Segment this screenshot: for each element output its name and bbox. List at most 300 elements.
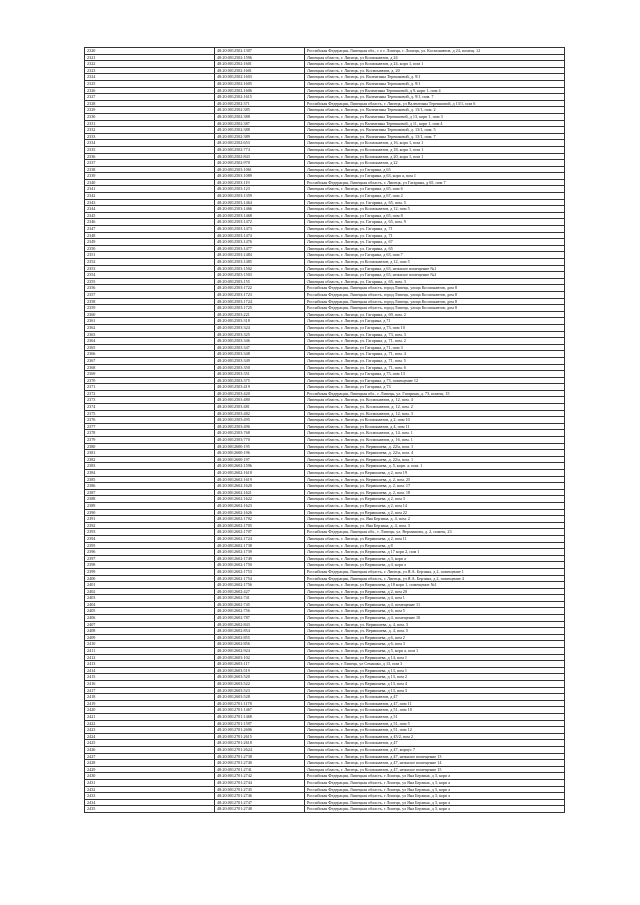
cadastral-number-cell: 48:20:0012502:1603 (215, 74, 305, 81)
table-row (85, 153, 565, 160)
address-cell: Липецкая область, г. Липецк, ул. Вермишева, д. 2, пом. 17 (305, 483, 565, 490)
row-number-cell: 2379 (85, 437, 215, 444)
row-number-cell: 2432 (85, 786, 215, 793)
cadastral-number-cell: 48:20:0012502:389 (215, 133, 305, 140)
cadastral-number-cell: 48:20:0012503:348 (215, 351, 305, 358)
row-number-cell: 2435 (85, 806, 215, 813)
row-number-cell: 2337 (85, 160, 215, 167)
address-cell: Липецкая область, г. Липецк, ул. Гагарина, д. 65, пом. 5 (305, 199, 565, 206)
cadastral-number-cell: 48:20:0012602:924 (215, 648, 305, 655)
address-cell: Липецкая область, г. Липецк, ул Космонавтов, д 47, корпус 7 (305, 746, 565, 753)
cadastral-number-cell: 48:20:0012503:123 (215, 186, 305, 193)
table-row (85, 331, 565, 338)
row-number-cell: 2328 (85, 100, 215, 107)
cadastral-number-cell: 48:20:0012600:197 (215, 456, 305, 463)
cadastral-number-cell: 48:20:0012502:1605 (215, 80, 305, 87)
address-cell: Липецкая область, г. Липецк, ул Вермишева, д 6, пом 2 (305, 634, 565, 641)
table-row (85, 390, 565, 397)
row-number-cell: 2377 (85, 423, 215, 430)
address-cell: Липецкая область, г. Липецк, ул Вермишева, д 2, пом 20 (305, 588, 565, 595)
address-cell: Липецкая область, г. Липецк, ул. Валентины Терешковой, д. 9/1, пом. 7 (305, 94, 565, 101)
cadastral-number-cell: 48:20:0012602:1750 (215, 562, 305, 569)
address-cell: Липецкая область, г Липецк, ул Семашко, д 13, пом 3 (305, 661, 565, 668)
table-row (85, 324, 565, 331)
row-number-cell: 2343 (85, 199, 215, 206)
table-row (85, 423, 565, 430)
cadastral-number-cell: 48:20:0012701:2624 (215, 746, 305, 753)
row-number-cell: 2332 (85, 127, 215, 134)
row-number-cell: 2383 (85, 463, 215, 470)
row-number-cell: 2410 (85, 641, 215, 648)
address-cell: Липецкая область, г. Липецк, ул Космонавтов, д 16, корп 1, пом 1 (305, 140, 565, 147)
cadastral-number-cell: 48:20:0012602:1707 (215, 529, 305, 536)
row-number-cell: 2333 (85, 133, 215, 140)
row-number-cell: 2385 (85, 476, 215, 483)
row-number-cell: 2396 (85, 549, 215, 556)
table-row (85, 206, 565, 213)
cadastral-number-cell: 48:20:0012701:2748 (215, 806, 305, 813)
table-row (85, 713, 565, 720)
row-number-cell: 2329 (85, 107, 215, 114)
row-number-cell: 2370 (85, 377, 215, 384)
table-row (85, 305, 565, 312)
address-cell: Липецкая область, г. Липецк, ул Вермишева, д 4, помещение 11 (305, 601, 565, 608)
cadastral-number-cell: 48:20:0012503:1359 (215, 193, 305, 200)
cadastral-number-cell: 48:20:0012602:1619 (215, 476, 305, 483)
address-cell: Липецкая область, г. Липецк, ул Космонавтов, д 2, пом 10 (305, 417, 565, 424)
cadastral-number-cell: 48:20:0012502:970 (215, 160, 305, 167)
cadastral-number-cell: 48:20:0012602:1622 (215, 496, 305, 503)
cadastral-number-cell: 48:20:0012602:1621 (215, 489, 305, 496)
cadastral-number-cell: 48:20:0012602:1756 (215, 582, 305, 589)
table-row (85, 535, 565, 542)
table-row (85, 681, 565, 688)
address-cell: Липецкая область, г. Липецк, ул Вермишева, д 6, пом 5 (305, 608, 565, 615)
row-number-cell: 2346 (85, 219, 215, 226)
address-cell: Липецкая область, г. Липецк, ул Гагарина, д 65, пом 8 (305, 212, 565, 219)
cadastral-number-cell: 48:20:0012503:1473 (215, 226, 305, 233)
address-cell: Липецкая область, г. Липецк, ул. Гагарина, д. 71, пом. 2 (305, 338, 565, 345)
address-cell: Липецкая область, г. Липецк, ул Космонавтов, д 12, пом 5 (305, 206, 565, 213)
row-number-cell: 2331 (85, 120, 215, 127)
table-row (85, 232, 565, 239)
table-row (85, 410, 565, 417)
cadastral-number-cell: 48:20:0012503:1477 (215, 245, 305, 252)
address-cell: Липецкая область, г. Липецк, ул Валентины Терешковой, д 13, корп 1, пом 3 (305, 113, 565, 120)
address-cell: Российская Федерация, Липецкая обл., г. Липецк, ул. Гагарина, д. 73, помещ. 15 (305, 390, 565, 397)
cadastral-number-cell: 48:20:0012503:770 (215, 437, 305, 444)
cadastral-number-cell: 48:20:0012503:1466 (215, 206, 305, 213)
row-number-cell: 2433 (85, 793, 215, 800)
table-row (85, 509, 565, 516)
row-number-cell: 2380 (85, 443, 215, 450)
table-row (85, 285, 565, 292)
row-number-cell: 2382 (85, 456, 215, 463)
address-cell: Липецкая область, г. Липецк, ул. Космонавтов, д. 12, пом. 2 (305, 404, 565, 411)
address-cell: Липецкая область, г. Липецк, ул Вермишева, д 14, пом 1 (305, 654, 565, 661)
cadastral-number-cell: 48:20:0012602:1596 (215, 463, 305, 470)
cadastral-number-cell: 48:20:0012503:1502 (215, 265, 305, 272)
table-row (85, 48, 565, 55)
table-row (85, 437, 565, 444)
row-number-cell: 2399 (85, 568, 215, 575)
address-cell: Липецкая область, г. Липецк, ул Вермишева, д 13, пом 4 (305, 681, 565, 688)
address-cell: Липецкая область, г. Липецк, ул Вермишева, д 13, пом 1 (305, 667, 565, 674)
row-number-cell: 2373 (85, 397, 215, 404)
table-row (85, 265, 565, 272)
cadastral-number-cell: 48:20:0012503:495 (215, 417, 305, 424)
table-row (85, 61, 565, 68)
cadastral-number-cell: 48:20:0012503:1503 (215, 272, 305, 279)
address-cell: Липецкая область, г. Липецк, ул Вермишева, д 2, пом 19 (305, 470, 565, 477)
cadastral-number-cell: 48:20:0012602:1739 (215, 549, 305, 556)
table-row (85, 311, 565, 318)
cadastral-number-cell: 48:20:0012603:520 (215, 674, 305, 681)
cadastral-number-cell: 48:20:0012602:1705 (215, 522, 305, 529)
table-row (85, 568, 565, 575)
table-row (85, 173, 565, 180)
cadastral-number-cell: 48:20:0012701:1467 (215, 707, 305, 714)
table-row (85, 298, 565, 305)
cadastral-number-cell: 48:20:0012503:768 (215, 430, 305, 437)
cadastral-number-cell: 48:20:0012503:419 (215, 384, 305, 391)
address-cell: Липецкая область, г. Липецк, ул. Яна Берзина, д. 4, пом. 3 (305, 522, 565, 529)
table-row (85, 700, 565, 707)
row-number-cell: 2326 (85, 87, 215, 94)
row-number-cell: 2362 (85, 324, 215, 331)
cadastral-number-cell: 48:20:0012503:420 (215, 390, 305, 397)
row-number-cell: 2358 (85, 298, 215, 305)
cadastral-number-cell: 48:20:0012602:1626 (215, 509, 305, 516)
table-row (85, 259, 565, 266)
table-row (85, 87, 565, 94)
address-cell: Липецкая область, г. Липецк, ул Космонавтов, д 47, нежилое помещение 13 (305, 753, 565, 760)
row-number-cell: 2347 (85, 226, 215, 233)
table-row (85, 67, 565, 74)
table-row (85, 793, 565, 800)
table-row (85, 80, 565, 87)
cadastral-number-cell: 48:20:0012502:1596 (215, 54, 305, 61)
row-number-cell: 2392 (85, 522, 215, 529)
table-row (85, 707, 565, 714)
address-cell: Российская Федерация, Липецкая обл., г о г. Липецк, г. Липецк, ул. Космонавтов, д 24, помещ. 12 (305, 48, 565, 55)
table-row (85, 450, 565, 457)
cadastral-number-cell: 48:20:0012701:2615 (215, 733, 305, 740)
table-row (85, 489, 565, 496)
address-cell: Липецкая область, г. Липецк, ул Космонавтов, д 51 (305, 713, 565, 720)
table-row (85, 496, 565, 503)
cadastral-number-cell: 48:20:0012602:1754 (215, 575, 305, 582)
cadastral-number-cell: 48:20:0012503:496 (215, 423, 305, 430)
table-row (85, 621, 565, 628)
table-row (85, 94, 565, 101)
table-row (85, 252, 565, 259)
address-cell: Липецкая область, г. Липецк, ул. Гагарина, д. 71 (305, 232, 565, 239)
address-cell: Липецкая область, г. Липецк, ул. Гагарина, д. 69, пом. 2 (305, 311, 565, 318)
table-row (85, 417, 565, 424)
row-number-cell: 2401 (85, 582, 215, 589)
address-cell: Липецкая область, г. Липецк, ул. Гагарина, д. 67 (305, 239, 565, 246)
row-number-cell: 2390 (85, 509, 215, 516)
cadastral-number-cell: 48:20:0012502:1307 (215, 48, 305, 55)
address-cell: Российская Федерация, Липецкая обл., г. Липецк, ул. Вермишева, д. 2, помещ. 23 (305, 529, 565, 536)
table-row (85, 113, 565, 120)
row-number-cell: 2398 (85, 562, 215, 569)
cadastral-number-cell: 48:20:0012701:2742 (215, 773, 305, 780)
address-cell: Липецкая область, г. Липецк, ул. Валентины Терешковой, д. 9/1 (305, 74, 565, 81)
table-row (85, 786, 565, 793)
row-number-cell: 2409 (85, 634, 215, 641)
table-row (85, 120, 565, 127)
address-cell: Липецкая область, г. Липецк, ул Вермишева, д 2, пом 3 (305, 496, 565, 503)
row-number-cell: 2406 (85, 615, 215, 622)
cadastral-number-cell: 48:20:0012603:522 (215, 681, 305, 688)
cadastral-number-cell: 48:20:0012503:1472 (215, 219, 305, 226)
cadastral-number-cell: 48:20:0012602:1738 (215, 542, 305, 549)
address-cell: Липецкая область, г. Липецк, ул. Вермишева, д. 22/а, пом. 4 (305, 450, 565, 457)
address-cell: Липецкая область, г. Липецк, ул Вермишева, д 5, корп а, пом 1 (305, 648, 565, 655)
table-row (85, 799, 565, 806)
address-cell: Российская Федерация, Липецкая область, г. Липецк, ул Я.А. Берзина, д 2, помещение 4 (305, 575, 565, 582)
address-cell: Российская Федерация, Липецкая область, город Липецк, улица Космонавтов, дом 8 (305, 291, 565, 298)
address-cell: Липецкая область, г. Липецк, ул Космонавтов, д 47, нежилое помещение 15 (305, 766, 565, 773)
table-row (85, 654, 565, 661)
table-row (85, 226, 565, 233)
row-number-cell: 2378 (85, 430, 215, 437)
table-row (85, 615, 565, 622)
cadastral-number-cell: 48:20:0012503:1464 (215, 199, 305, 206)
table-row (85, 746, 565, 753)
address-cell: Липецкая область, г. Липецк, ул Вермишева, д 4, помещение 10 (305, 615, 565, 622)
cadastral-number-cell: 48:20:0012502:388 (215, 127, 305, 134)
cadastral-number-cell: 48:20:0012503:221 (215, 311, 305, 318)
table-row (85, 364, 565, 371)
address-cell: Российская Федерация, Липецкая область, г Липецк, ул Яна Берзина, д 3, корп а (305, 793, 565, 800)
address-cell: Липецкая область, г. Липецк, ул Гагарина, д 63, нежилое помещение №2 (305, 272, 565, 279)
address-cell: Липецкая область, г. Липецк, ул Вермишева, д 13, пом 2 (305, 674, 565, 681)
row-number-cell: 2372 (85, 390, 215, 397)
table-row (85, 272, 565, 279)
table-row (85, 753, 565, 760)
table-row (85, 522, 565, 529)
table-row (85, 470, 565, 477)
table-row (85, 733, 565, 740)
cadastral-number-cell: 48:20:0012503:349 (215, 357, 305, 364)
cadastral-number-cell: 48:20:0012503:318 (215, 318, 305, 325)
cadastral-number-cell: 48:20:0012602:1623 (215, 502, 305, 509)
registry-table (84, 47, 565, 813)
table-row (85, 456, 565, 463)
address-cell: Российская Федерация, Липецкая область, г Липецк, ул Яна Берзина, д 3, корп а (305, 786, 565, 793)
row-number-cell: 2364 (85, 338, 215, 345)
address-cell: Липецкая область, г. Липецк, ул. Гагарина, д. 71, пом. 6 (305, 364, 565, 371)
address-cell: Российская Федерация, Липецкая область, г Липецк, ул Яна Берзина, д 3, корп а (305, 773, 565, 780)
address-cell: Липецкая область, г. Липецк, ул. Вермишева, д. 22/а, пом. 1 (305, 456, 565, 463)
row-number-cell: 2359 (85, 305, 215, 312)
address-cell: Липецкая область, г. Липецк, ул Гагарина, д 63 (305, 166, 565, 173)
row-number-cell: 2342 (85, 193, 215, 200)
address-cell: Липецкая область, г. Липецк, ул Гагарина, д 73 (305, 384, 565, 391)
table-row (85, 720, 565, 727)
address-cell: Российская Федерация, Липецкая область, город Липецк, улица Космонавтов, дом 8 (305, 298, 565, 305)
table-row (85, 529, 565, 536)
row-number-cell: 2416 (85, 681, 215, 688)
cadastral-number-cell: 48:20:0012602:745 (215, 601, 305, 608)
row-number-cell: 2381 (85, 450, 215, 457)
cadastral-number-cell: 48:20:0012502:1601 (215, 61, 305, 68)
row-number-cell: 2350 (85, 245, 215, 252)
cadastral-number-cell: 48:20:0012701:2745 (215, 786, 305, 793)
row-number-cell: 2430 (85, 773, 215, 780)
row-number-cell: 2345 (85, 212, 215, 219)
row-number-cell: 2365 (85, 344, 215, 351)
cadastral-number-cell: 48:20:0012503:1723 (215, 291, 305, 298)
table-row (85, 806, 565, 813)
table-row (85, 476, 565, 483)
cadastral-number-cell: 48:20:0012502:1606 (215, 87, 305, 94)
table-row (85, 351, 565, 358)
address-cell: Липецкая область, г. Липецк, ул Космонавтов, д 51, пом 12 (305, 727, 565, 734)
address-cell: Российская Федерация, Липецкая область, г. Липецк, ул Валентины Терешковой, д 13/1, пом 6 (305, 100, 565, 107)
address-cell: Российская Федерация, Липецкая область, город Липецк, улица Космонавтов, дом 8 (305, 305, 565, 312)
address-cell: Липецкая область, г. Липецк, ул Валентины Терешковой, д 11, корп 1, пом 4 (305, 120, 565, 127)
row-number-cell: 2338 (85, 166, 215, 173)
address-cell: Липецкая область, г. Липецк, ул. Гагарина, д. 65, пом. 9 (305, 219, 565, 226)
cadastral-number-cell: 48:20:0012602:1724 (215, 535, 305, 542)
row-number-cell: 2407 (85, 621, 215, 628)
row-number-cell: 2363 (85, 331, 215, 338)
row-number-cell: 2412 (85, 654, 215, 661)
table-row (85, 562, 565, 569)
cadastral-number-cell: 48:20:0012602:787 (215, 615, 305, 622)
cadastral-number-cell: 48:20:0012603:117 (215, 661, 305, 668)
address-cell: Липецкая область, г. Липецк, ул Космонавтов, д 47, пом 11 (305, 700, 565, 707)
table-row (85, 648, 565, 655)
cadastral-number-cell: 48:20:0012600:196 (215, 450, 305, 457)
table-row (85, 687, 565, 694)
address-cell: Липецкая область, г. Липецк, ул. Гагарина, д. 71 (305, 226, 565, 233)
table-row (85, 483, 565, 490)
address-cell: Липецкая область, г. Липецк, ул Вермишева, д 4, пом 1 (305, 595, 565, 602)
row-number-cell: 2335 (85, 146, 215, 153)
row-number-cell: 2339 (85, 173, 215, 180)
row-number-cell: 2384 (85, 470, 215, 477)
address-cell: Липецкая область, г. Липецк, ул. Гагарина, д. 73, пом. 3 (305, 331, 565, 338)
table-row (85, 667, 565, 674)
table-row (85, 779, 565, 786)
cadastral-number-cell: 48:20:0012503:347 (215, 344, 305, 351)
table-row (85, 516, 565, 523)
address-cell: Липецкая область, г. Липецк, ул Космонавтов, д 18, корп 1, пом 1 (305, 146, 565, 153)
row-number-cell: 2354 (85, 272, 215, 279)
row-number-cell: 2422 (85, 720, 215, 727)
row-number-cell: 2423 (85, 727, 215, 734)
row-number-cell: 2394 (85, 535, 215, 542)
cadastral-number-cell: 48:20:0012503:1725 (215, 305, 305, 312)
cadastral-number-cell: 48:20:0012502:774 (215, 146, 305, 153)
row-number-cell: 2325 (85, 80, 215, 87)
table-row (85, 357, 565, 364)
address-cell: Липецкая область, г. Липецк, ул. Яна Берзина, д. 4, пом. 2 (305, 516, 565, 523)
row-number-cell: 2320 (85, 48, 215, 55)
table-row (85, 430, 565, 437)
cadastral-number-cell: 48:20:0012701:2606 (215, 727, 305, 734)
table-row (85, 595, 565, 602)
address-cell: Липецкая область, г. Липецк, ул Гагарина, д 71 (305, 318, 565, 325)
address-cell: Липецкая область, г. Липецк, ул Гагарина, д 63, нежилое помещение №1 (305, 265, 565, 272)
address-cell: Липецкая область, г. Липецк, ул Вермишева, д 17 корп 2, пом 1 (305, 549, 565, 556)
cadastral-number-cell: 48:20:0012602:855 (215, 634, 305, 641)
cadastral-number-cell: 48:20:0012502:1601 (215, 67, 305, 74)
cadastral-number-cell: 48:20:0012701:2618 (215, 740, 305, 747)
row-number-cell: 2428 (85, 760, 215, 767)
row-number-cell: 2400 (85, 575, 215, 582)
row-number-cell: 2340 (85, 179, 215, 186)
cadastral-number-cell: 48:20:0012701:2744 (215, 779, 305, 786)
address-cell: Липецкая область, г. Липецк, ул. Валентины Терешковой, д. 9/1 (305, 80, 565, 87)
address-cell: Липецкая область, г. Липецк, ул Космонавтов, д 12, пом 5 (305, 259, 565, 266)
table-row (85, 140, 565, 147)
table-row (85, 628, 565, 635)
row-number-cell: 2426 (85, 746, 215, 753)
cadastral-number-cell: 48:20:0012600:195 (215, 443, 305, 450)
table-row (85, 773, 565, 780)
address-cell: Российская Федерация, Липецкая область, город Липецк, улица Космонавтов, дом 8 (305, 285, 565, 292)
table-row (85, 245, 565, 252)
cadastral-number-cell: 48:20:0012503:1484 (215, 252, 305, 259)
address-cell: Липецкая область, г. Липецк, ул. Гагарина, д. 65, пом. 3 (305, 278, 565, 285)
row-number-cell: 2391 (85, 516, 215, 523)
row-number-cell: 2402 (85, 588, 215, 595)
cadastral-number-cell: 48:20:0012503:324 (215, 324, 305, 331)
row-number-cell: 2353 (85, 265, 215, 272)
row-number-cell: 2321 (85, 54, 215, 61)
address-cell: Липецкая область, г. Липецк, ул Валентины Терешковой, д 9, корп 1, пом 4 (305, 87, 565, 94)
row-number-cell: 2336 (85, 153, 215, 160)
table-row (85, 463, 565, 470)
cadastral-number-cell: 48:20:0012503:375 (215, 377, 305, 384)
row-number-cell: 2419 (85, 700, 215, 707)
address-cell: Липецкая область, г. Липецк, ул. Космонавтов, д. 14, пом. 1 (305, 430, 565, 437)
address-cell: Липецкая область, г. Липецк, ул Вермишева, д 4, корп а (305, 562, 565, 569)
table-row (85, 694, 565, 701)
table-row (85, 160, 565, 167)
table-row (85, 384, 565, 391)
address-cell: Липецкая область, г. Липецк, ул. Космонавтов, д. 16, пом. 1 (305, 437, 565, 444)
table-row (85, 641, 565, 648)
table-row (85, 766, 565, 773)
address-cell: Липецкая область, г. Липецк, ул Вермишева, д 13, пом 3 (305, 687, 565, 694)
address-cell: Липецкая область, г. Липецк, ул Гагарина, д 73, помещение 12 (305, 377, 565, 384)
row-number-cell: 2368 (85, 364, 215, 371)
table-row (85, 575, 565, 582)
table-row (85, 133, 565, 140)
cadastral-number-cell: 48:20:0012503:480 (215, 397, 305, 404)
cadastral-number-cell: 48:20:0012503:1724 (215, 298, 305, 305)
address-cell: Липецкая область, г. Липецк, ул Вермишева, д 2, пом 11 (305, 535, 565, 542)
address-cell: Липецкая область, г. Липецк, ул Вермишева, д 8 (305, 542, 565, 549)
row-number-cell: 2366 (85, 351, 215, 358)
table-row (85, 179, 565, 186)
cadastral-number-cell: 48:20:0012503:351 (215, 371, 305, 378)
cadastral-number-cell: 48:20:0012602:1620 (215, 483, 305, 490)
cadastral-number-cell: 48:20:0012503:119 (215, 179, 305, 186)
cadastral-number-cell: 48:20:0012701:2746 (215, 793, 305, 800)
table-row (85, 186, 565, 193)
table-row (85, 318, 565, 325)
cadastral-number-cell: 48:20:0012503:1476 (215, 239, 305, 246)
address-cell: Липецкая область, г. Липецк, ул Космонавтов, д 24 (305, 54, 565, 61)
